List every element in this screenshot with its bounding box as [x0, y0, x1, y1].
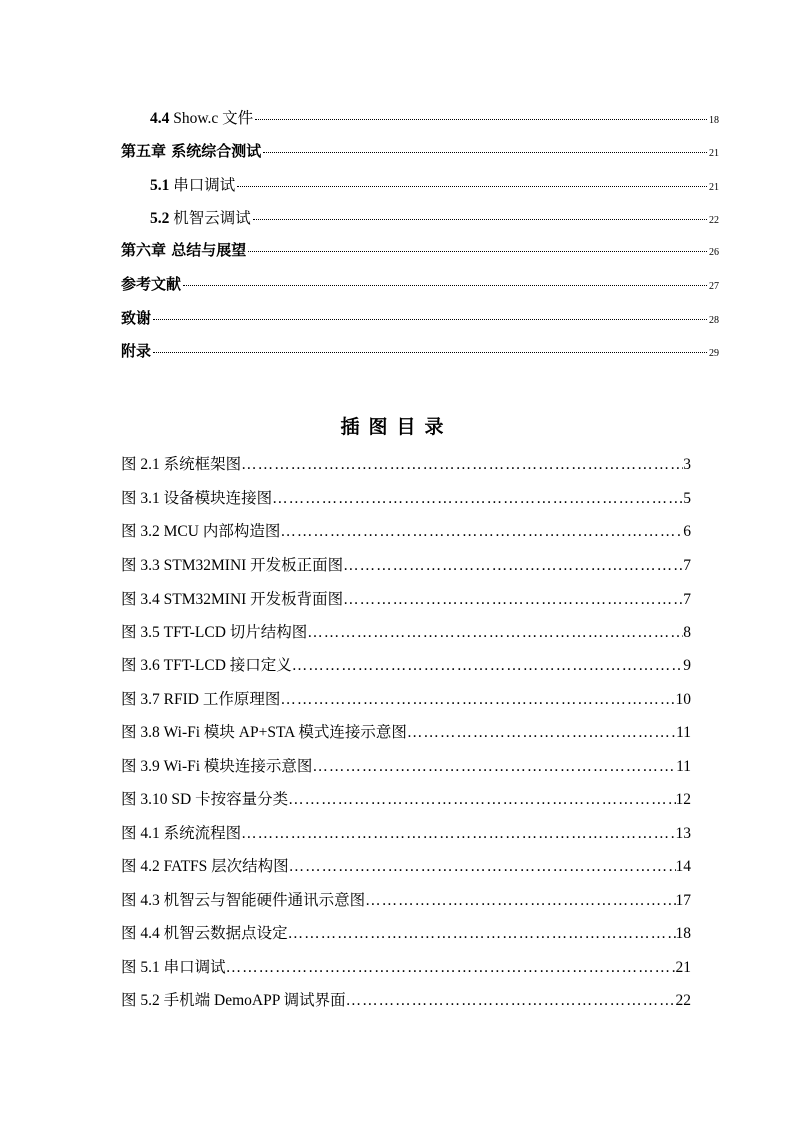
- figure-entry: [121, 821, 691, 843]
- figure-page: 10: [675, 691, 691, 708]
- toc-leader: [153, 352, 707, 353]
- figure-label: 图 3.9 Wi-Fi 模块连接示意图: [121, 758, 313, 775]
- figure-label: 图 3.6 TFT-LCD 接口定义: [121, 657, 292, 674]
- figure-entry: [121, 955, 691, 977]
- toc-entry-page: 26: [709, 247, 719, 258]
- figure-page: 7: [683, 591, 691, 608]
- toc-leader: [153, 319, 707, 320]
- figure-page: 17: [675, 892, 691, 909]
- toc-entry-page: 21: [709, 148, 719, 159]
- toc-entry-number: 5.1: [150, 177, 170, 194]
- figure-page: 22: [675, 992, 691, 1009]
- figure-entry: [121, 486, 691, 508]
- figure-leader: [307, 624, 683, 642]
- toc-leader: [263, 152, 707, 153]
- figure-entry: [121, 720, 691, 742]
- toc-entry: [121, 273, 719, 294]
- figure-label: 图 4.2 FATFS 层次结构图: [121, 858, 289, 875]
- toc-entry-page: 27: [709, 281, 719, 292]
- toc-entry-title: Show.c 文件: [173, 110, 254, 127]
- toc-leader: [183, 285, 707, 286]
- toc-leader: [248, 251, 707, 252]
- figure-entry: [121, 587, 691, 609]
- figure-entry: [121, 553, 691, 575]
- figure-label: 图 2.1 系统框架图: [121, 456, 242, 473]
- figure-label: 图 3.4 STM32MINI 开发板背面图: [121, 591, 344, 608]
- figure-entry: [121, 754, 691, 776]
- figure-entry: [121, 888, 691, 910]
- figure-leader: [288, 925, 676, 943]
- toc-leader: [255, 119, 707, 120]
- toc-entry: [121, 340, 719, 361]
- figure-page: 8: [683, 624, 691, 641]
- toc-entry-page: 28: [709, 315, 719, 326]
- figure-entry: [121, 921, 691, 943]
- figure-label: 图 4.3 机智云与智能硬件通讯示意图: [121, 892, 366, 909]
- figure-leader: [280, 691, 675, 709]
- figure-entry: [121, 687, 691, 709]
- figure-page: 3: [683, 456, 691, 473]
- toc-entry-title: 串口调试: [173, 177, 236, 194]
- figure-entry: [121, 653, 691, 675]
- figure-label: 图 3.7 RFID 工作原理图: [121, 691, 281, 708]
- figure-page: 18: [675, 925, 691, 942]
- figure-leader: [241, 456, 683, 474]
- toc-entry-number: 4.4: [150, 110, 170, 127]
- toc-entry: [150, 206, 719, 228]
- figure-page: 6: [683, 523, 691, 540]
- figure-leader: [272, 490, 683, 508]
- figure-entry: [121, 620, 691, 642]
- figure-leader: [343, 557, 683, 575]
- figure-page: 11: [676, 724, 691, 741]
- figure-page: 13: [675, 825, 691, 842]
- figure-leader: [346, 992, 676, 1010]
- figure-label: 图 3.5 TFT-LCD 切片结构图: [121, 624, 308, 641]
- figure-leader: [288, 791, 675, 809]
- toc-entry-title: 参考文献: [121, 275, 182, 293]
- figure-label: 图 3.10 SD 卡按容量分类: [121, 791, 289, 808]
- toc-entry-title: 机智云调试: [173, 210, 251, 227]
- toc-entry-page: 18: [709, 115, 719, 126]
- figure-page: 5: [683, 490, 691, 507]
- figure-label: 图 4.1 系统流程图: [121, 825, 242, 842]
- figure-label: 图 3.2 MCU 内部构造图: [121, 523, 281, 540]
- figure-entry: [121, 854, 691, 876]
- figure-leader: [241, 825, 675, 843]
- figure-leader: [343, 591, 683, 609]
- figure-label: 图 4.4 机智云数据点设定: [121, 925, 288, 942]
- figure-leader: [365, 892, 675, 910]
- toc-entry-title: 第六章 总结与展望: [121, 241, 247, 259]
- toc-entry-title: 致谢: [121, 309, 152, 327]
- figure-leader: [289, 858, 676, 876]
- toc-entry: [121, 239, 719, 260]
- figure-page: 21: [675, 959, 691, 976]
- figure-page: 14: [675, 858, 691, 875]
- toc-entry: [150, 106, 719, 128]
- toc-entry: [121, 307, 719, 328]
- figure-entry: [121, 519, 691, 541]
- figure-entry: [121, 787, 691, 809]
- figure-leader: [292, 657, 683, 675]
- figure-entry: [121, 452, 691, 474]
- figure-page: 11: [676, 758, 691, 775]
- toc-entry: [121, 140, 719, 161]
- toc-leader: [253, 219, 707, 220]
- figure-page: 9: [683, 657, 691, 674]
- toc-entry-title: 第五章 系统综合测试: [121, 142, 262, 160]
- figures-heading: 插图目录: [340, 416, 453, 438]
- toc-entry: [150, 173, 719, 195]
- toc-entry-page: 29: [709, 348, 719, 359]
- figure-label: 图 3.3 STM32MINI 开发板正面图: [121, 557, 344, 574]
- figure-label: 图 3.1 设备模块连接图: [121, 490, 273, 507]
- figure-leader: [312, 758, 676, 776]
- figure-page: 7: [683, 557, 691, 574]
- figure-leader: [226, 959, 676, 977]
- figure-page: 12: [675, 791, 691, 808]
- figure-label: 图 3.8 Wi-Fi 模块 AP+STA 模式连接示意图: [121, 724, 407, 741]
- toc-entry-page: 21: [709, 182, 719, 193]
- toc-leader: [237, 186, 707, 187]
- figure-leader: [407, 724, 676, 742]
- figure-label: 图 5.2 手机端 DemoAPP 调试界面: [121, 992, 346, 1009]
- toc-entry-page: 22: [709, 215, 719, 226]
- figure-leader: [280, 523, 683, 541]
- figure-entry: [121, 988, 691, 1010]
- toc-entry-title: 附录: [121, 342, 152, 360]
- figure-label: 图 5.1 串口调试: [121, 959, 226, 976]
- toc-entry-number: 5.2: [150, 210, 170, 227]
